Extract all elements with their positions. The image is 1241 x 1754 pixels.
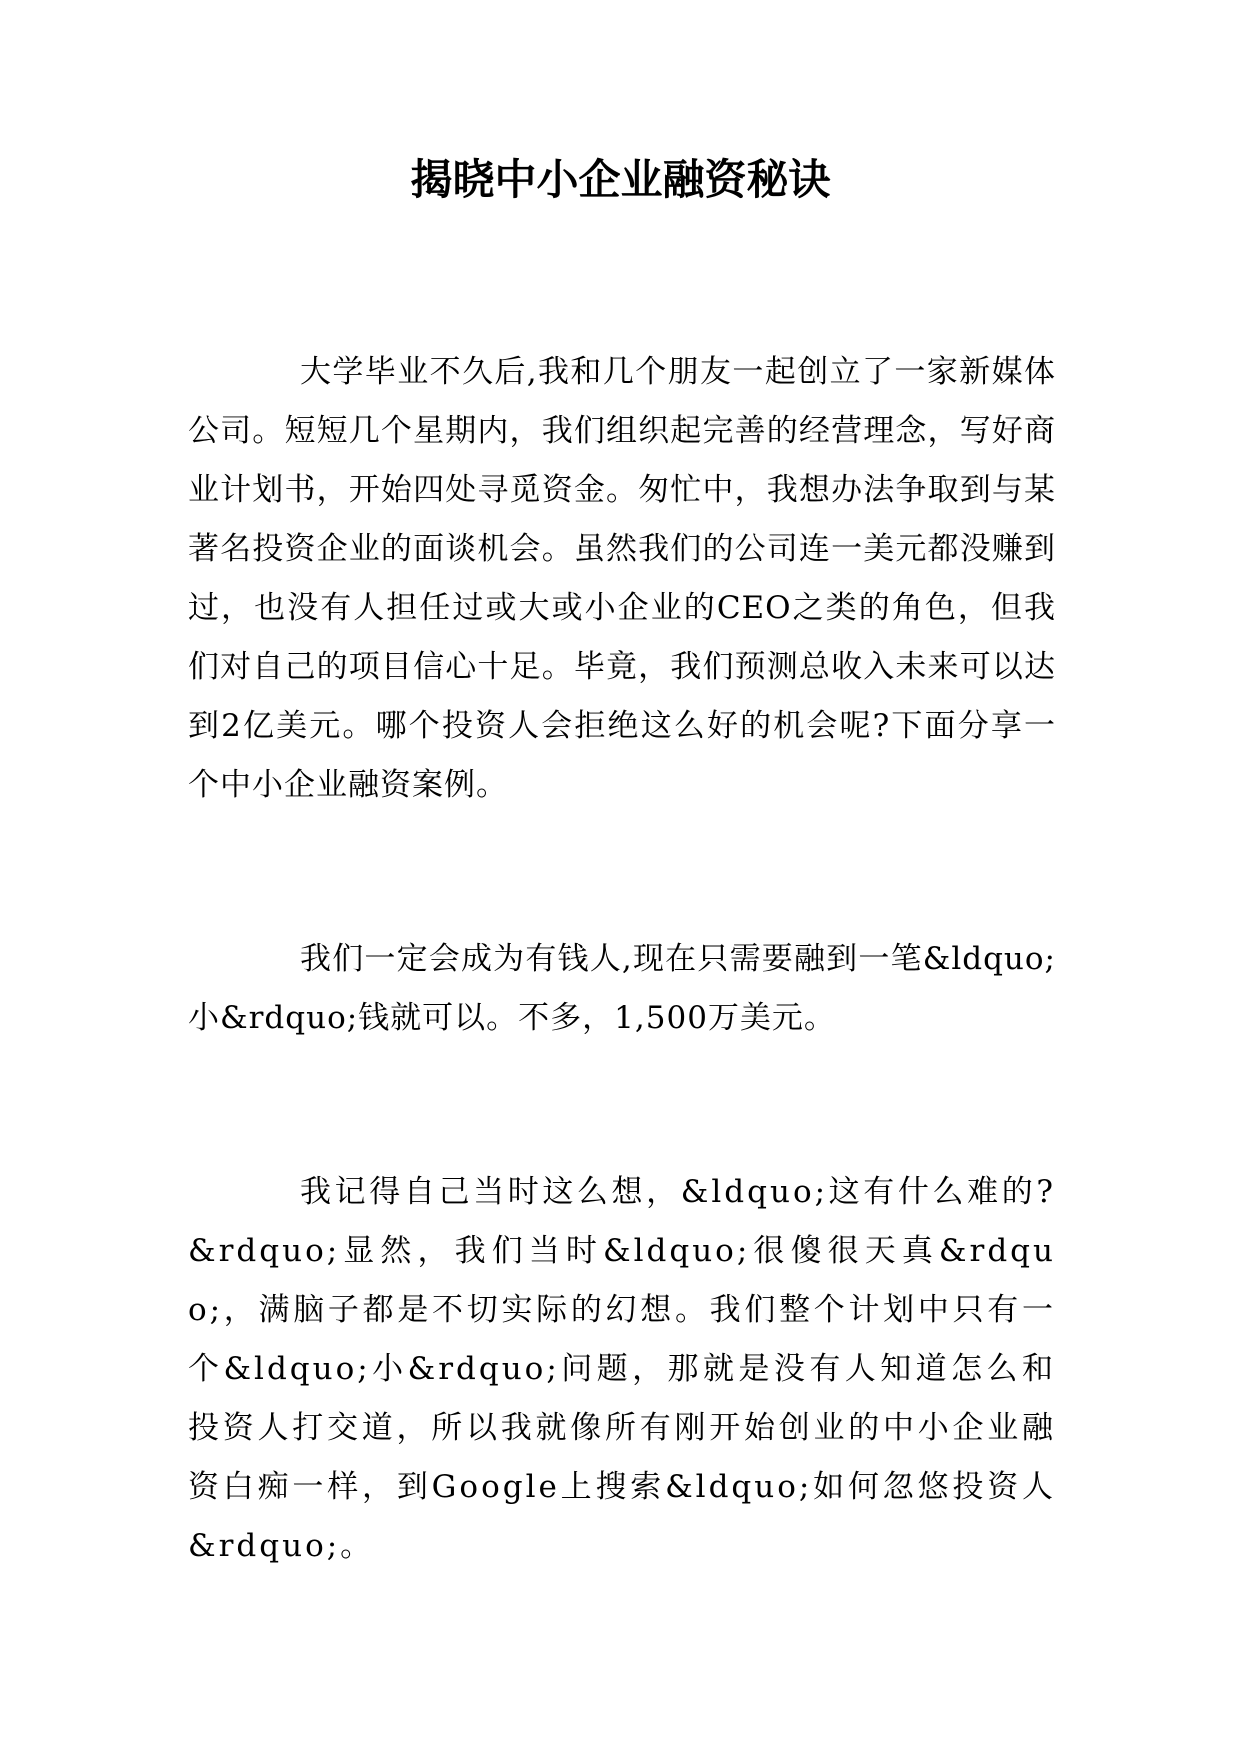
paragraph-intro: 大学毕业不久后,我和几个朋友一起创立了一家新媒体公司。短短几个星期内，我们组织起完善的经营理念，写好商业计划书，开始四处寻觅资金。匆忙中，我想办法争取到与某著名投资企业的面谈机会。虽然我们的公司连一美元都没赚到过，也没有人担任过或大或小企业的CEO之类的角色，但我们对自己的项目信心十足。毕竟，我们预测总收入未来可以达到2亿美元。哪个投资人会拒绝这么好的机会呢?下面分享一个中小企业融资案例。 (188, 354, 1056, 803)
paragraph-investor-search: 我记得自己当时这么想，&ldquo;这有什么难的?&rdquo;显然，我们当时&ldquo;很傻很天真&rdquo;，满脑子都是不切实际的幻想。我们整个计划中只有一个&ldquo;小&rdquo;问题，那就是没有人知道怎么和投资人打交道，所以我就像所有刚开始创业的中小企业融资白痴一样，到Google上搜索&ldquo;如何忽悠投资人&rdquo;。 (188, 1174, 1056, 1564)
document-title: 揭晓中小企业融资秘诀 (410, 155, 831, 204)
paragraph-funding-goal: 我们一定会成为有钱人,现在只需要融到一笔&ldquo;小&rdquo;钱就可以。不多，1,500万美元。 (188, 941, 1056, 1036)
